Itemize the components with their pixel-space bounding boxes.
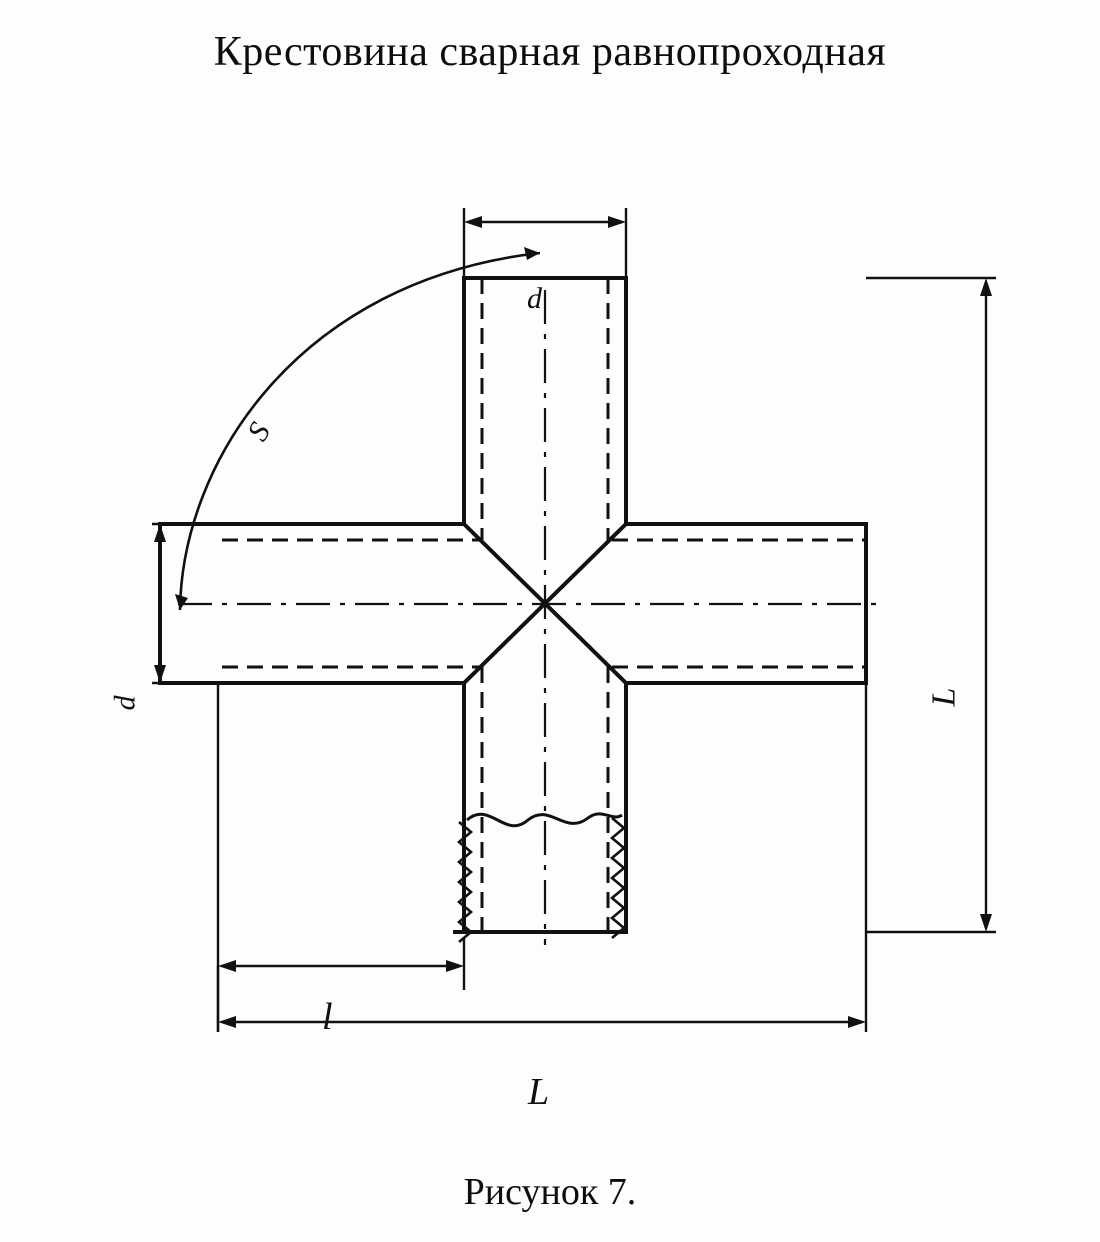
- dimension-label-l-small: l: [322, 996, 333, 1038]
- leader-arrow-S-bottom: [175, 594, 188, 610]
- dim-arrow-L-bottom-left: [218, 1016, 236, 1028]
- dim-arrow-l-small-left: [218, 960, 236, 972]
- dim-arrow-d-left-bottom: [154, 665, 166, 683]
- dim-arrow-L-right-top: [980, 278, 992, 296]
- dim-arrow-d-top-right: [608, 216, 626, 228]
- dim-arrow-l-small-right: [446, 960, 464, 972]
- dim-arrow-L-bottom-right: [848, 1016, 866, 1028]
- dimension-label-L-bottom: L: [528, 1071, 550, 1113]
- dim-arrow-d-left-top: [154, 524, 166, 542]
- leader-arrow-S-top: [524, 247, 540, 260]
- page-title: Крестовина сварная равнопроходная: [213, 29, 887, 75]
- weld-hatching-right: [612, 818, 624, 938]
- dimension-label-S: S: [241, 417, 278, 447]
- dim-arrow-L-right-bottom: [980, 914, 992, 932]
- cross-fitting-drawing-svg: [0, 100, 1100, 1160]
- figure-caption: Рисунок 7.: [463, 1171, 637, 1213]
- dim-arrow-d-top-left: [464, 216, 482, 228]
- dimension-label-L-right: L: [925, 687, 963, 707]
- dimension-label-d-left: d: [108, 695, 142, 711]
- technical-drawing: [0, 100, 1100, 1160]
- leader-arc-S: [180, 253, 540, 610]
- dimension-label-d-top: d: [527, 282, 542, 315]
